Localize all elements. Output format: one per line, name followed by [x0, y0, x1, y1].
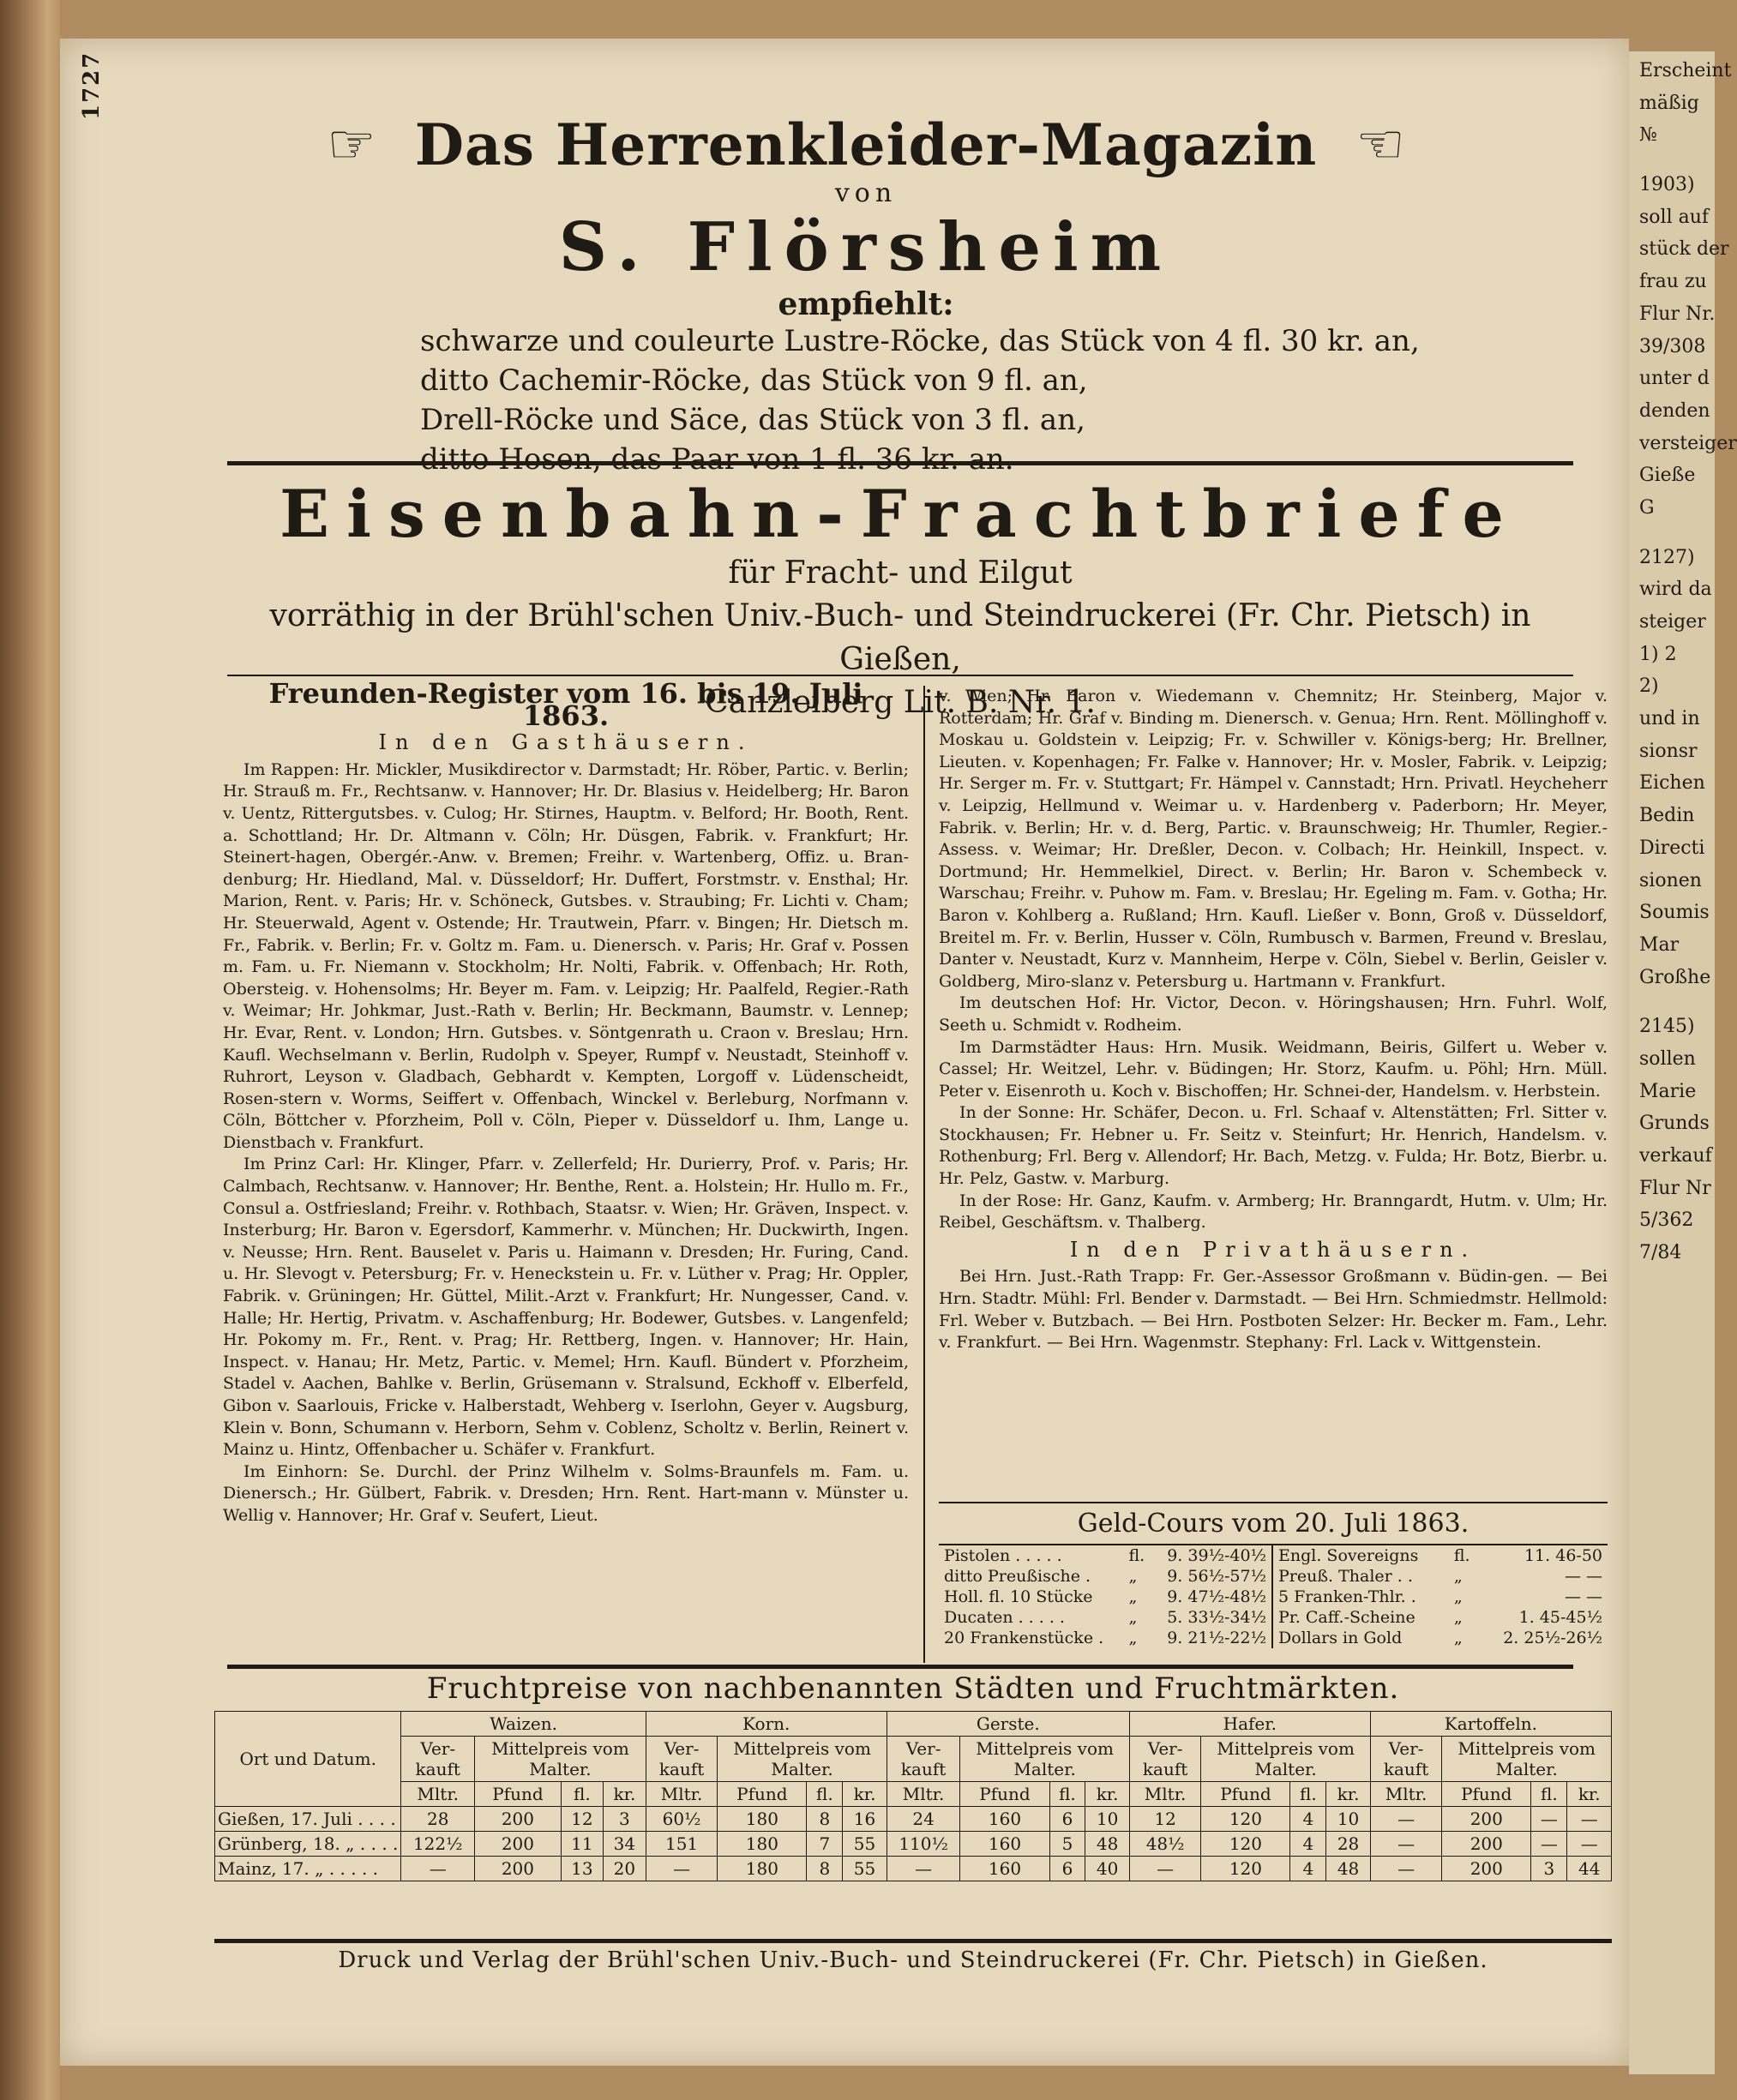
price-cell: 200 — [475, 1832, 562, 1857]
geld-cours-name: Holl. fl. 10 Stücke — [944, 1587, 1093, 1606]
adjacent-page-fragment: G — [1639, 496, 1655, 519]
price-cell: 40 — [1085, 1857, 1129, 1881]
price-cell: 4 — [1290, 1857, 1326, 1881]
adjacent-page-fragment: № — [1639, 124, 1657, 147]
register-column-right — [939, 686, 1608, 1491]
price-cell: 180 — [718, 1857, 807, 1881]
page-number: 1727 — [79, 51, 105, 120]
verkauft-header: Ver-kauft — [1129, 1737, 1201, 1782]
geld-cours-unit: „ — [1128, 1567, 1138, 1586]
unit-header: kr. — [1567, 1782, 1612, 1807]
price-cell: 120 — [1201, 1857, 1290, 1881]
geld-cours-name: ditto Preußische . — [944, 1567, 1091, 1586]
geld-cours-right-table — [1273, 1545, 1608, 1648]
geld-cours-value: 9. 47½-48½ — [1167, 1587, 1266, 1606]
price-cell: 24 — [887, 1807, 960, 1832]
verkauft-header: Ver-kauft — [1370, 1737, 1442, 1782]
fruchtpreise-row — [215, 1807, 1612, 1832]
price-cell: 120 — [1201, 1807, 1290, 1832]
register-entry: v. Wien; Hr. Baron v. Wiedemann v. Chemnitz; Hr. Steinberg, Major v. Rotterdam; Hr. Graf v. Binding m. Dienersch. v. Genua; Hrn. Rent. Möllinghoff v. Moskau u. Goldstein v. Leipzig; Fr. v. Schwiller v. Königs-berg; Hr. Brellner, Lieuten. v. Kopenhagen; Fr. Falke v. Hannover; Hr. v. Mosler, Fabrik. v. Leipzig; Hr. Serger m. Fr. v. Stuttgart; Fr. Hämpel v. Cannstadt; Hrn. Privatl. Heycheherr v. Leipzig, Hellmund v. Weimar u. v. Hardenberg v. Paderborn; Hr. Meyer, Fabrik. v. Berlin; Hr. v. d. Berg, Partic. v. Braunschweig; Hr. Thumler, Regier.-Assess. v. Weimar; Hr. Dreßler, Decon. v. Colbach; Hr. Heinkill, Inspect. v. Dortmund; Hr. Hemmelkiel, Direct. v. Berlin; Hr. Baron v. Schembeck v. Warschau; Freihr. v. Puhow m. Fam. v. Breslau; Hr. Egeling m. Fam. v. Gotha; Hr. Baron v. Kohlberg a. Rußland; Hrn. Kaufl. Ließer v. Bonn, Groß v. Düsseldorf, Breitel m. Fr. v. Berlin, Husser v. Cöln, Rumbusch v. Barmen, Freund v. Breslau, Danter v. Neustadt, Kurz v. Mannheim, Herpe v. Cöln, Siebel v. Berlin, Geisler v. Goldberg, Miro-slanz v. Petersburg u. Hartmann v. Frankfurt. — [939, 687, 1608, 991]
geld-cours-row — [939, 1587, 1272, 1607]
register-subheading: In den Privathäusern. — [1069, 1237, 1477, 1262]
adjacent-page-fragment: 2127) — [1639, 546, 1695, 568]
price-cell: 60½ — [646, 1807, 718, 1832]
divider — [227, 461, 1573, 465]
adjacent-page-fragment: und in — [1639, 708, 1700, 730]
price-cell: 3 — [604, 1807, 646, 1832]
price-cell: 8 — [807, 1857, 843, 1881]
geld-cours-value: 1. 45-45½ — [1518, 1608, 1602, 1627]
adjacent-page-fragment: Flur Nr. — [1639, 303, 1716, 325]
ort-cell: Mainz, 17. „ . . . . . — [215, 1857, 401, 1881]
geld-cours-value: 2. 25½-26½ — [1503, 1629, 1602, 1647]
fruchtpreise-title: Fruchtpreise von nachbenannten Städten und Fruchtmärkten. — [426, 1671, 1400, 1706]
adjacent-page-fragment: denden — [1639, 399, 1710, 422]
adjacent-page-fragment: Gieße — [1639, 465, 1696, 487]
price-cell: 6 — [1049, 1857, 1085, 1881]
register-column-left — [223, 677, 909, 1652]
price-cell: 200 — [475, 1807, 562, 1832]
adjacent-page-fragment: 1) 2 — [1639, 643, 1677, 665]
fruchtpreise-table — [214, 1711, 1612, 1881]
ad-merchant-name: S. Flörsheim — [558, 208, 1174, 286]
adjacent-page-fragment: verkauf — [1639, 1145, 1712, 1167]
ad-offer-line: ditto Hosen, das Paar von 1 fl. 36 kr. an. — [420, 441, 1014, 477]
price-cell: — — [1567, 1807, 1612, 1832]
price-cell: 180 — [718, 1807, 807, 1832]
geld-cours-row — [939, 1628, 1272, 1648]
ad-offer-line: schwarze und couleurte Lustre-Röcke, das Stück von 4 fl. 30 kr. an, — [420, 324, 1420, 358]
adjacent-page-fragment: sollen — [1639, 1047, 1696, 1070]
geld-cours-title: Geld-Cours vom 20. Juli 1863. — [1077, 1509, 1470, 1539]
register-entry: Im Einhorn: Se. Durchl. der Prinz Wilhelm v. Solms-Braunfels m. Fam. u. Dienersch.; Hr. Gülbert, Fabrik. v. Dresden; Hrn. Rent. Hart-mann v. Münster u. Wellig v. Hannover; Hr. Graf v. Seufert, Lieut. — [223, 1461, 909, 1525]
geld-cours-row — [939, 1566, 1272, 1587]
price-cell: 13 — [561, 1857, 603, 1881]
geld-cours-unit: „ — [1128, 1608, 1138, 1627]
geld-cours-name: Pr. Caff.-Scheine — [1278, 1608, 1415, 1627]
geld-cours-unit: „ — [1453, 1629, 1463, 1647]
divider — [939, 1502, 1608, 1503]
ad-frachtbriefe-line: Canzleiberg Lit. B. Nr. 1. — [705, 685, 1096, 721]
price-cell: — — [1370, 1832, 1442, 1857]
geld-cours-row — [1273, 1587, 1608, 1607]
price-cell: 16 — [843, 1807, 887, 1832]
fruchtpreise — [214, 1671, 1612, 1881]
unit-header: Pfund — [1442, 1782, 1531, 1807]
unit-header: kr. — [1085, 1782, 1129, 1807]
price-cell: 11 — [561, 1832, 603, 1857]
price-cell: 200 — [1442, 1832, 1531, 1857]
price-cell: 8 — [807, 1807, 843, 1832]
price-cell: 48½ — [1129, 1832, 1201, 1857]
unit-header: Pfund — [960, 1782, 1049, 1807]
verkauft-header: Ver-kauft — [401, 1737, 475, 1782]
adjacent-page-fragment: Grunds — [1639, 1113, 1710, 1135]
price-cell: — — [1370, 1807, 1442, 1832]
price-cell: 48 — [1085, 1832, 1129, 1857]
geld-cours-row — [939, 1545, 1272, 1566]
register-subheading: In den Gasthäusern. — [378, 730, 754, 755]
adjacent-page-fragment: Großhe — [1639, 966, 1711, 988]
unit-header: fl. — [561, 1782, 603, 1807]
adjacent-page-fragment: versteiger — [1639, 432, 1737, 454]
unit-header: kr. — [843, 1782, 887, 1807]
grain-header: Korn. — [646, 1712, 887, 1737]
price-cell: 160 — [960, 1832, 1049, 1857]
register-title: Freunden-Register vom 16. bis 19. Juli 1863. — [268, 677, 863, 732]
fruchtpreise-row — [215, 1832, 1612, 1857]
divider — [227, 1665, 1573, 1669]
unit-header: fl. — [1049, 1782, 1085, 1807]
price-cell: 110½ — [887, 1832, 960, 1857]
price-cell: 55 — [843, 1832, 887, 1857]
geld-cours-name: Pistolen . . . . . — [944, 1546, 1062, 1565]
adjacent-page-fragment: 1903) — [1639, 174, 1695, 196]
unit-header: Mltr. — [1370, 1782, 1442, 1807]
geld-cours-row — [939, 1607, 1272, 1628]
adjacent-page-fragment: Erscheint — [1639, 60, 1732, 81]
mittelpreis-header: Mittelpreis vom Malter. — [1442, 1737, 1612, 1782]
adjacent-page-fragment: Soumis — [1639, 902, 1710, 924]
unit-header: fl. — [1290, 1782, 1326, 1807]
price-cell: 6 — [1049, 1807, 1085, 1832]
adjacent-page-fragment: stück der — [1639, 238, 1729, 261]
mittelpreis-header: Mittelpreis vom Malter. — [475, 1737, 646, 1782]
geld-cours-unit: „ — [1128, 1587, 1138, 1606]
price-cell: 4 — [1290, 1807, 1326, 1832]
ad-offer-line: Drell-Röcke und Säce, das Stück von 3 fl. an, — [420, 402, 1085, 437]
ad-empfiehlt: empfiehlt: — [778, 286, 954, 322]
price-cell: 12 — [561, 1807, 603, 1832]
price-cell: — — [1370, 1857, 1442, 1881]
geld-cours-unit: „ — [1453, 1587, 1463, 1606]
adjacent-page-fragment: soll auf — [1639, 206, 1710, 228]
adjacent-page-fragment: 5/362 — [1639, 1209, 1694, 1232]
price-cell: — — [401, 1857, 475, 1881]
adjacent-page-fragment: Directi — [1639, 837, 1705, 859]
price-cell: 55 — [843, 1857, 887, 1881]
geld-cours-name: Engl. Sovereigns — [1278, 1546, 1419, 1565]
ad-frachtbriefe-line: für Fracht- und Eilgut — [728, 555, 1073, 591]
ad-offer-line: ditto Cachemir-Röcke, das Stück von 9 fl. an, — [420, 363, 1088, 398]
geld-cours-left-table — [939, 1545, 1273, 1648]
mittelpreis-header: Mittelpreis vom Malter. — [718, 1737, 887, 1782]
geld-cours-value: 5. 33½-34½ — [1167, 1608, 1266, 1627]
adjacent-page-fragment: 7/84 — [1639, 1242, 1682, 1264]
geld-cours-row — [1273, 1566, 1608, 1587]
price-cell: 4 — [1290, 1832, 1326, 1857]
adjacent-page-fragment: 2145) — [1639, 1016, 1695, 1038]
ort-cell: Grünberg, 18. „ . . . . — [215, 1832, 401, 1857]
unit-header: Mltr. — [1129, 1782, 1201, 1807]
geld-cours-row — [1273, 1628, 1608, 1648]
price-cell: 10 — [1085, 1807, 1129, 1832]
grain-header: Waizen. — [401, 1712, 646, 1737]
price-cell: — — [646, 1857, 718, 1881]
geld-cours-unit: „ — [1128, 1629, 1138, 1647]
geld-cours-name: Ducaten . . . . . — [944, 1608, 1065, 1627]
adjacent-page-fragment: sionen — [1639, 869, 1702, 891]
register-entry: In der Sonne: Hr. Schäfer, Decon. u. Frl. Schaaf v. Altenstätten; Frl. Sitter v. Stockhausen; Fr. Hebner u. Fr. Seitz v. Steinfurt; Hr. Henrich, Handelsm. v. Rothenburg; Frl. Berg v. Allendorf; Hr. Bach, Metzg. v. Fulda; Hr. Botz, Bierbr. u. Hr. Pelz, Gastw. v. Marburg. — [939, 1103, 1608, 1189]
adjacent-page-fragment: Bedin — [1639, 805, 1695, 827]
price-cell: 3 — [1531, 1857, 1567, 1881]
ad-title: Das Herrenkleider-Magazin — [414, 111, 1318, 178]
price-cell: 7 — [807, 1832, 843, 1857]
geld-cours-unit: fl. — [1128, 1546, 1145, 1565]
price-cell: 44 — [1567, 1857, 1612, 1881]
geld-cours-value: 9. 39½-40½ — [1167, 1546, 1266, 1565]
unit-header: fl. — [1531, 1782, 1567, 1807]
geld-cours-value: 9. 56½-57½ — [1167, 1567, 1266, 1586]
adjacent-page-fragment: 39/308 — [1639, 335, 1706, 357]
price-cell: 160 — [960, 1807, 1049, 1832]
unit-header: kr. — [1326, 1782, 1370, 1807]
geld-cours-unit: „ — [1453, 1608, 1463, 1627]
price-cell: 151 — [646, 1832, 718, 1857]
unit-header: fl. — [807, 1782, 843, 1807]
geld-cours-value: 11. 46-50 — [1524, 1546, 1602, 1565]
ort-cell: Gießen, 17. Juli . . . . — [215, 1807, 401, 1832]
geld-cours-name: 5 Franken-Thlr. . — [1278, 1587, 1416, 1606]
imprint-footer: Druck und Verlag der Brühl'schen Univ.-Buch- und Steindruckerei (Fr. Chr. Pietsch) in Gießen. — [338, 1947, 1488, 1973]
register-entry: Im deutschen Hof: Hr. Victor, Decon. v. Höringshausen; Hrn. Fuhrl. Wolf, Seeth u. Schmidt v. Rodheim. — [939, 993, 1608, 1035]
geld-cours-name: Preuß. Thaler . . — [1278, 1567, 1413, 1586]
price-cell: 28 — [1326, 1832, 1370, 1857]
geld-cours-value: 9. 21½-22½ — [1167, 1629, 1266, 1647]
price-cell: — — [887, 1857, 960, 1881]
price-cell: 180 — [718, 1832, 807, 1857]
verkauft-header: Ver-kauft — [646, 1737, 718, 1782]
geld-cours-value: — — — [1564, 1567, 1602, 1586]
price-cell: — — [1129, 1857, 1201, 1881]
price-cell: — — [1567, 1832, 1612, 1857]
price-cell: 5 — [1049, 1832, 1085, 1857]
price-cell: 120 — [1201, 1832, 1290, 1857]
verkauft-header: Ver-kauft — [887, 1737, 960, 1782]
ad-frachtbriefe-line: vorräthig in der Brühl'schen Univ.-Buch- und Steindruckerei (Fr. Chr. Pietsch) in Gießen, — [269, 598, 1531, 677]
register-entry: Im Prinz Carl: Hr. Klinger, Pfarr. v. Zellerfeld; Hr. Durierry, Prof. v. Paris; Hr. Calmbach, Rechtsanw. v. Hannover; Hr. Benthe, Rent. a. Holstein; Hr. Hullo m. Fr., Consul a. Ostfriesland; Freihr. v. Rothbach, Staatsr. v. Wien; Hr. Gräven, Inspect. v. Insterburg; Hr. Baron v. Egersdorf, Kammerhr. v. München; Hr. Duckwirth, Ingen. v. Neusse; Hrn. Rent. Bauselet v. Paris u. Haimann v. Dresden; Hr. Furing, Cand. u. Hr. Slevogt v. Petersburg; Fr. v. Heneckstein u. Fr. v. Lüther v. Prag; Hr. Oppler, Fabrik. v. Grüningen; Hr. Güttel, Milit.-Arzt v. Frankfurt; Hr. Nungesser, Cand. v. Halle; Hr. Hertig, Privatm. v. Aschaffenburg; Hr. Bodewer, Gutsbes. v. Langenfeld; Hr. Pokomy m. Fr., Rent. v. Prag; Hr. Rettberg, Ingen. v. Hannover; Hr. Hain, Inspect. v. Hanau; Hr. Metz, Partic. v. Memel; Hrn. Kaufl. Bündert v. Pforzheim, Stadel v. Aachen, Bahlke v. Berlin, Grüsemann v. Stralsund, Eckhoff v. Elberfeld, Gibon v. Saarlouis, Fricke v. Halberstadt, Wehberg v. Iserlohn, Geyer v. Augsburg, Klein v. Bonn, Schumann v. Herborn, Sehm v. Coblenz, Scholtz v. Berlin, Reinert v. Mainz u. Hintz, Offenbacher u. Schäfer v. Frankfurt. — [223, 1155, 909, 1460]
adjacent-page-fragment: Mar — [1639, 933, 1680, 956]
price-cell: 28 — [401, 1807, 475, 1832]
price-cell: 200 — [475, 1857, 562, 1881]
unit-header: Pfund — [718, 1782, 807, 1807]
adjacent-page-fragment: mäßig — [1639, 92, 1699, 114]
adjacent-page-fragment: unter d — [1639, 368, 1710, 390]
geld-cours-row — [1273, 1545, 1608, 1566]
register-entry: In der Rose: Hr. Ganz, Kaufm. v. Armberg; Hr. Branngardt, Hutm. v. Ulm; Hr. Reibel, Geschäftsm. v. Thalberg. — [939, 1191, 1608, 1233]
book-binding — [0, 0, 60, 2100]
ad-herrenkleider — [163, 111, 1569, 480]
grain-header: Hafer. — [1129, 1712, 1370, 1737]
adjacent-page-fragment: steiger — [1639, 611, 1706, 633]
adjacent-page-fragment: Marie — [1639, 1080, 1697, 1102]
price-cell: 34 — [604, 1832, 646, 1857]
geld-cours-row — [1273, 1607, 1608, 1628]
price-cell: — — [1531, 1832, 1567, 1857]
price-cell: — — [1531, 1807, 1567, 1832]
price-cell: 12 — [1129, 1807, 1201, 1832]
mittelpreis-header: Mittelpreis vom Malter. — [1201, 1737, 1370, 1782]
ad-von: von — [834, 178, 898, 208]
price-cell: 10 — [1326, 1807, 1370, 1832]
price-cell: 160 — [960, 1857, 1049, 1881]
geld-cours-value: — — — [1564, 1587, 1602, 1606]
geld-cours-name: Dollars in Gold — [1278, 1629, 1403, 1647]
mittelpreis-header: Mittelpreis vom Malter. — [960, 1737, 1129, 1782]
adjacent-page-fragment: sionsr — [1639, 740, 1698, 762]
grain-header: Kartoffeln. — [1370, 1712, 1611, 1737]
unit-header: Pfund — [475, 1782, 562, 1807]
adjacent-page-fragment: Flur Nr — [1639, 1177, 1711, 1199]
geld-cours-name: 20 Frankenstücke . — [944, 1629, 1104, 1647]
unit-header: kr. — [604, 1782, 646, 1807]
adjacent-page-edge — [1629, 51, 1737, 2074]
geld-cours — [939, 1509, 1608, 1648]
pointing-hand-left-icon: ☜ — [1355, 113, 1405, 177]
unit-header: Mltr. — [887, 1782, 960, 1807]
unit-header: Pfund — [1201, 1782, 1290, 1807]
register-entry: Bei Hrn. Just.-Rath Trapp: Fr. Ger.-Assessor Großmann v. Büdin-gen. — Bei Hrn. Stadtr. Mühl: Frl. Bender v. Darmstadt. — Bei Hrn. Schmiedmstr. Hellmold: Frl. Weber v. Butzbach. — Bei Hrn. Postboten Selzer: Hr. Becker m. Fam., Lehr. v. Frankfurt. — Bei Hrn. Wagenmstr. Stephany: Frl. Lack v. Wittgenstein. — [939, 1267, 1608, 1353]
price-cell: 20 — [604, 1857, 646, 1881]
divider — [214, 1939, 1612, 1943]
register-entry: Im Darmstädter Haus: Hrn. Musik. Weidmann, Beiris, Gilfert u. Weber v. Cassel; Hr. Weitzel, Lehr. v. Büdingen; Hr. Storz, Kaufm. u. Pöhl; Hrn. Müll. Peter v. Eisenroth u. Koch v. Bischoffen; Hr. Schnei-der, Handelsm. v. Herbstein. — [939, 1037, 1608, 1101]
adjacent-page-fragment: wird da — [1639, 579, 1712, 601]
register-entry: Im Rappen: Hr. Mickler, Musikdirector v. Darmstadt; Hr. Röber, Partic. v. Berlin; Hr. Strauß m. Fr., Rechtsanw. v. Hannover; Hr. Dr. Blasius v. Heidelberg; Hr. Baron v. Uentz, Rittergutsbes. v. Culog; Hr. Stirnes, Hauptm. v. Belford; Hr. Booth, Rent. a. Schottland; Hr. Dr. Altmann v. Cöln; Hr. Düsgen, Fabrik. v. Frankfurt; Hr. Steinert-hagen, Obergér.-Anw. v. Bremen; Freihr. v. Wartenberg, Offiz. u. Bran-denburg; Hr. Hiedland, Mal. v. Düsseldorf; Hr. Duffert, Forstmstr. v. Ensthal; Hr. Marion, Rent. v. Paris; Hr. v. Schöneck, Gutsbes. v. Straubing; Fr. Lichti v. Cham; Hr. Steuerwald, Agent v. Ostende; Hr. Trautwein, Pfarr. v. Bingen; Hr. Dietsch m. Fr., Fabrik. v. Berlin; Fr. v. Goltz m. Fam. u. Dienersch. v. Paris; Hr. Graf v. Possen m. Fam. u. Fr. Niemann v. Stockholm; Hr. Nolti, Fabrik. v. Offenbach; Hr. Roth, Obersteig. v. Hohensolms; Hr. Beyer m. Fam. v. Leipzig; Hr. Paalfeld, Regier.-Rath v. Weimar; Hr. Johkmar, Just.-Rath v. Berlin; Hr. Beckmann, Baumstr. v. Lennep; Hr. Evar, Rent. v. London; Hrn. Gutsbes. v. Söntgenrath u. Craon v. Breslau; Hrn. Kaufl. Wechselmann v. Berlin, Rudolph v. Speyer, Rumpf v. Neustadt, Steinhoff v. Ruhrort, Leyson v. Gladbach, Gebhardt v. Kempten, Lorgoff v. Lüdenscheidt, Rosen-stern v. Worms, Seiffert v. Offenbach, Winckel v. Berleburg, Norfmann v. Cöln, Böttcher v. Pforzheim, Poll v. Cöln, Pieper v. Düsseldorf u. Ihm, Lange u. Dienstbach v. Frankfurt. — [223, 759, 909, 1152]
ort-header: Ort und Datum. — [215, 1712, 401, 1807]
price-cell: 122½ — [401, 1832, 475, 1857]
pointing-hand-right-icon: ☞ — [327, 113, 376, 177]
unit-header: Mltr. — [646, 1782, 718, 1807]
divider — [227, 675, 1573, 676]
ad-frachtbriefe-title: Eisenbahn-Frachtbriefe — [279, 476, 1521, 552]
column-divider — [923, 686, 925, 1663]
adjacent-page-fragment: 2) — [1639, 675, 1659, 698]
price-cell: 200 — [1442, 1807, 1531, 1832]
unit-header: Mltr. — [401, 1782, 475, 1807]
geld-cours-unit: fl. — [1453, 1546, 1470, 1565]
price-cell: 48 — [1326, 1857, 1370, 1881]
fruchtpreise-row — [215, 1857, 1612, 1881]
grain-header: Gerste. — [887, 1712, 1129, 1737]
adjacent-page-fragment: frau zu — [1639, 271, 1707, 293]
geld-cours-unit: „ — [1453, 1567, 1463, 1586]
price-cell: 200 — [1442, 1857, 1531, 1881]
adjacent-page-fragment: Eichen — [1639, 772, 1705, 795]
